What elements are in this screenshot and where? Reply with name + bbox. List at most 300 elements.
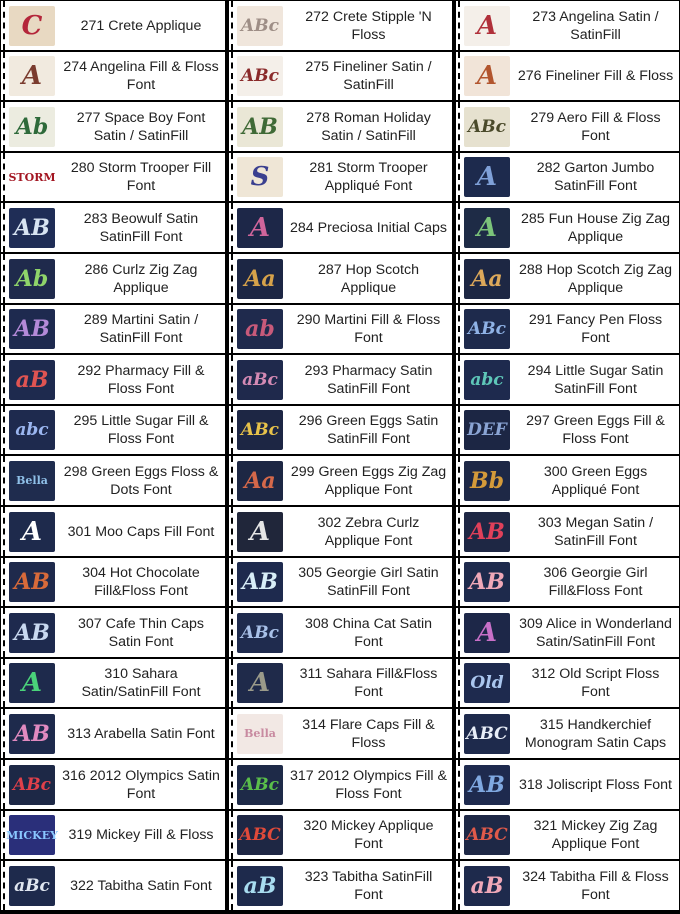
font-item-label	[55, 665, 225, 701]
font-item-name: Georgie Girl Satin SatinFill Font	[325, 565, 439, 599]
font-item-label	[510, 463, 679, 499]
cut-line-divider	[3, 456, 5, 505]
font-item-label	[283, 463, 452, 499]
font-sample-thumbnail: aB	[9, 360, 55, 400]
font-item-number: 321	[533, 818, 558, 834]
cut-line-divider	[3, 811, 5, 859]
font-item-label	[55, 615, 225, 651]
font-item-number: 297	[526, 413, 550, 429]
font-item-label	[55, 564, 225, 600]
font-item-label	[55, 210, 225, 246]
font-item-number: 272	[305, 8, 329, 25]
font-item-name: Green Eggs Satin SatinFill Font	[326, 413, 439, 447]
font-item-card[interactable]	[1, 760, 225, 810]
font-item-card[interactable]	[229, 305, 452, 354]
font-item-number: 284	[290, 219, 314, 236]
font-item-label	[283, 665, 452, 701]
font-sample-thumbnail: aB	[464, 866, 510, 906]
cut-line-divider	[458, 203, 460, 252]
font-item-number: 278	[306, 109, 330, 126]
font-item-label	[283, 716, 452, 752]
font-sample-thumbnail: AB	[237, 107, 283, 147]
font-item-name: Storm Trooper Appliqué Font	[324, 160, 428, 194]
font-item-card[interactable]	[456, 406, 679, 455]
font-sample-thumbnail: Bb	[464, 461, 510, 501]
font-item-label	[283, 58, 452, 94]
font-item-name: Sahara Fill&Floss Font	[326, 666, 438, 700]
font-sample-thumbnail: A	[9, 663, 55, 703]
font-item-card[interactable]	[229, 811, 452, 860]
font-item-card[interactable]	[456, 861, 679, 911]
font-item-name: Mickey Applique Font	[331, 818, 434, 852]
font-sample-thumbnail: C	[9, 6, 55, 46]
font-item-label	[510, 261, 679, 297]
cut-line-divider	[3, 507, 5, 556]
cut-line-divider	[231, 811, 233, 859]
font-item-label	[510, 514, 679, 550]
font-item-number: 305	[298, 565, 322, 581]
font-item-card[interactable]	[229, 406, 452, 455]
font-item-name: Fancy Pen Floss Font	[556, 312, 663, 346]
font-sample-thumbnail: Aa	[464, 259, 510, 299]
font-item-card[interactable]	[1, 102, 225, 152]
font-item-card[interactable]	[456, 760, 679, 810]
font-item-number: 313	[67, 725, 91, 742]
font-sample-thumbnail: ABC	[464, 714, 510, 754]
font-item-number: 306	[543, 565, 568, 581]
font-sample-thumbnail: ABc	[237, 613, 283, 653]
font-sample-thumbnail: A	[464, 56, 510, 96]
font-item-label	[283, 767, 452, 803]
font-sample-thumbnail: AB	[9, 309, 55, 349]
font-item-label	[55, 877, 225, 895]
font-item-label	[55, 17, 225, 35]
font-item-label	[283, 8, 452, 44]
font-item-card[interactable]	[1, 456, 225, 506]
font-item-number: 296	[298, 413, 323, 429]
font-item-card[interactable]	[229, 861, 452, 911]
font-item-name: Flare Caps Fill & Floss	[329, 716, 435, 751]
cut-line-divider	[3, 102, 5, 151]
font-item-label	[510, 412, 679, 448]
font-item-card[interactable]	[456, 456, 679, 506]
font-item-card[interactable]	[456, 102, 679, 152]
font-item-name: Space Boy Font Satin / SatinFill	[93, 109, 206, 144]
font-item-name: Hop Scotch Applique	[340, 261, 419, 296]
font-item-card[interactable]	[1, 1, 225, 51]
font-item-number: 317	[290, 767, 314, 784]
font-sample-thumbnail: AB	[9, 714, 55, 754]
font-item-card[interactable]	[229, 456, 452, 506]
font-item-name: Beowulf Satin SatinFill Font	[99, 210, 199, 245]
font-sample-thumbnail: A	[464, 157, 510, 197]
font-item-number: 318	[519, 776, 543, 793]
font-item-name: China Cat Satin Font	[332, 615, 432, 650]
cut-line-divider	[458, 659, 460, 707]
font-item-number: 322	[70, 877, 94, 894]
font-item-name: Hop Scotch Zig Zag Applique	[546, 261, 672, 296]
cut-line-divider	[231, 861, 233, 910]
font-item-name: Cafe Thin Caps Satin Font	[105, 615, 204, 650]
cut-line-divider	[458, 305, 460, 353]
font-item-number: 315	[539, 716, 564, 733]
font-item-number: 285	[520, 210, 545, 227]
font-item-name: Tabitha Fill & Floss Font	[549, 868, 669, 903]
font-item-number: 314	[302, 716, 326, 733]
font-item-name: Preciosa Initial Caps	[317, 219, 447, 236]
font-item-card[interactable]	[1, 608, 225, 658]
cut-line-divider	[231, 608, 233, 657]
font-item-number: 311	[299, 666, 323, 682]
cut-line-divider	[458, 254, 460, 303]
font-sample-thumbnail: A	[9, 512, 55, 552]
font-item-name: Sahara Satin/SatinFill Font	[81, 666, 201, 700]
font-item-card[interactable]	[1, 153, 225, 202]
font-item-card[interactable]	[229, 608, 452, 658]
font-item-number: 324	[522, 868, 546, 885]
font-item-label	[510, 817, 679, 853]
font-item-number: 271	[80, 17, 105, 34]
font-item-card[interactable]	[229, 1, 452, 51]
font-sample-thumbnail: ABc	[237, 6, 283, 46]
font-item-card[interactable]	[456, 153, 679, 202]
cut-line-divider	[231, 153, 233, 201]
cut-line-divider	[458, 760, 460, 809]
font-sample-thumbnail: ab	[237, 309, 283, 349]
font-item-name: Fineliner Satin / SatinFill	[333, 59, 432, 93]
cut-line-divider	[458, 355, 460, 404]
font-item-card[interactable]	[1, 811, 225, 860]
font-item-card[interactable]	[229, 355, 452, 405]
font-sample-thumbnail: A	[237, 208, 283, 248]
font-item-label	[510, 362, 679, 398]
cut-line-divider	[3, 558, 5, 606]
font-item-label	[283, 615, 452, 651]
font-item-name: Curlz Zig Zag Applique	[112, 261, 198, 296]
cut-line-divider	[3, 52, 5, 100]
font-item-card[interactable]	[456, 558, 679, 607]
font-item-card[interactable]	[456, 659, 679, 708]
font-sample-thumbnail: MICKEY	[9, 815, 55, 855]
font-item-number: 282	[536, 160, 561, 176]
font-item-number: 294	[527, 362, 552, 379]
font-item-name: Storm Trooper Fill Font	[98, 160, 212, 194]
cut-line-divider	[231, 507, 233, 556]
font-item-card[interactable]	[456, 709, 679, 759]
font-item-card[interactable]	[456, 355, 679, 405]
cut-line-divider	[231, 1, 233, 50]
cut-line-divider	[3, 305, 5, 353]
font-sample-thumbnail: A	[9, 56, 55, 96]
font-item-card[interactable]	[456, 203, 679, 253]
font-item-label	[55, 523, 225, 541]
font-item-label	[55, 767, 225, 803]
font-item-name: Joliscript Floss Font	[546, 776, 672, 793]
cut-line-divider	[3, 406, 5, 454]
cut-line-divider	[458, 811, 460, 859]
font-item-name: Mickey Zig Zag Applique Font	[551, 818, 658, 852]
font-item-number: 286	[84, 261, 109, 278]
font-item-name: Green Eggs Floss & Dots Font	[91, 463, 219, 498]
cut-line-divider	[3, 203, 5, 252]
font-sample-thumbnail: A	[464, 6, 510, 46]
font-item-label	[510, 615, 679, 651]
font-sample-thumbnail: abc	[464, 360, 510, 400]
font-item-name: 2012 Olympics Fill & Floss Font	[317, 767, 447, 802]
cut-line-divider	[231, 709, 233, 758]
cut-line-divider	[458, 558, 460, 606]
font-sample-thumbnail: AB	[9, 208, 55, 248]
font-item-card[interactable]	[1, 709, 225, 759]
font-item-name: Crete Applique	[108, 17, 202, 34]
font-item-number: 279	[530, 109, 555, 126]
cut-line-divider	[231, 659, 233, 707]
font-item-name: Tabitha SatinFill Font	[332, 868, 433, 903]
font-item-card[interactable]	[1, 254, 225, 304]
font-item-number: 300	[543, 463, 568, 480]
font-item-label	[283, 311, 452, 347]
font-item-name: Crete Stipple 'N Floss	[332, 8, 432, 43]
font-sample-thumbnail: Aa	[237, 461, 283, 501]
font-item-name: Alice in Wonderland Satin/SatinFill Font	[535, 615, 672, 650]
cut-line-divider	[231, 102, 233, 151]
font-item-number: 293	[304, 362, 329, 379]
font-item-number: 320	[303, 818, 328, 834]
font-item-name: Pharmacy Fill & Floss Font	[105, 362, 205, 397]
cut-line-divider	[231, 760, 233, 809]
font-item-card[interactable]	[456, 608, 679, 658]
cut-line-divider	[3, 861, 5, 910]
font-item-card[interactable]	[1, 52, 225, 101]
font-item-number: 274	[63, 59, 87, 75]
font-item-number: 291	[528, 312, 553, 328]
font-item-label	[283, 109, 452, 145]
font-item-card[interactable]	[456, 507, 679, 557]
font-item-name: Pharmacy Satin SatinFill Font	[327, 362, 433, 397]
font-sample-thumbnail: ABc	[237, 765, 283, 805]
cut-line-divider	[458, 861, 460, 910]
font-item-number: 308	[305, 615, 329, 632]
font-item-card[interactable]	[229, 52, 452, 101]
font-sample-thumbnail: aBc	[237, 360, 283, 400]
font-item-label	[55, 362, 225, 398]
font-item-card[interactable]	[456, 52, 679, 101]
font-sample-thumbnail: ABc	[464, 309, 510, 349]
font-item-number: 289	[83, 312, 108, 328]
font-item-card[interactable]	[1, 355, 225, 405]
column-3	[456, 0, 679, 914]
font-item-name: Arabella Satin Font	[94, 725, 215, 742]
font-sample-thumbnail: A	[237, 663, 283, 703]
cut-line-divider	[231, 406, 233, 454]
font-sample-thumbnail: AB	[237, 562, 283, 602]
font-item-name: Fun House Zig Zag Applique	[548, 210, 671, 245]
font-sample-thumbnail: A	[237, 512, 283, 552]
font-item-name: Green Eggs Fill & Floss Font	[553, 413, 665, 447]
font-item-name: Little Sugar Fill & Floss Font	[101, 413, 209, 447]
font-sample-thumbnail: Old	[464, 663, 510, 703]
font-sample-thumbnail: AB	[9, 613, 55, 653]
font-item-number: 283	[83, 210, 108, 227]
font-item-name: Green Eggs Appliqué Font	[551, 463, 648, 498]
font-item-label	[55, 826, 225, 844]
cut-line-divider	[231, 254, 233, 303]
font-sample-thumbnail: aBc	[9, 866, 55, 906]
font-item-number: 287	[318, 261, 342, 278]
font-sample-thumbnail: ABc	[9, 765, 55, 805]
font-item-number: 312	[531, 666, 556, 682]
font-item-card[interactable]	[1, 659, 225, 708]
font-item-number: 304	[82, 565, 106, 581]
font-sample-thumbnail: Ab	[9, 259, 55, 299]
font-item-name: Old Script Floss Font	[559, 666, 660, 700]
font-sample-thumbnail: Bella	[9, 461, 55, 501]
font-item-number: 316	[62, 767, 86, 784]
font-item-name: Martini Satin / SatinFill Font	[99, 312, 199, 346]
font-sample-thumbnail: ABc	[464, 107, 510, 147]
font-item-label	[510, 776, 679, 794]
font-item-number: 281	[309, 160, 334, 176]
font-item-card[interactable]	[1, 305, 225, 354]
font-item-card[interactable]	[456, 305, 679, 354]
font-item-label	[510, 67, 679, 85]
font-item-number: 303	[537, 514, 562, 531]
font-item-name: Moo Caps Fill Font	[95, 523, 215, 540]
font-item-name: Aero Fill & Floss Font	[557, 109, 661, 144]
font-item-label	[283, 564, 452, 600]
cut-line-divider	[3, 254, 5, 303]
font-item-label	[510, 8, 679, 44]
font-item-number: 319	[68, 827, 93, 843]
font-item-label	[283, 412, 452, 448]
font-sample-thumbnail: ABc	[237, 410, 283, 450]
font-item-name: Little Sugar Satin SatinFill Font	[554, 362, 664, 397]
font-item-label	[55, 261, 225, 297]
font-sample-thumbnail: S	[237, 157, 283, 197]
font-item-label	[510, 210, 679, 246]
font-item-number: 280	[70, 160, 95, 176]
cut-line-divider	[3, 608, 5, 657]
font-item-label	[283, 261, 452, 297]
font-item-card[interactable]	[1, 507, 225, 557]
font-item-name: Green Eggs Zig Zag Applique Font	[318, 463, 447, 498]
font-item-number: 276	[517, 68, 542, 84]
font-item-number: 301	[67, 523, 92, 540]
font-item-name: Roman Holiday Satin / SatinFill	[321, 109, 431, 144]
font-item-label	[283, 362, 452, 398]
font-item-label	[283, 817, 452, 853]
font-sample-thumbnail: Bella	[237, 714, 283, 754]
font-item-name: Megan Satin / SatinFill Font	[554, 514, 654, 549]
font-item-number: 275	[305, 59, 330, 75]
font-item-card[interactable]	[1, 406, 225, 455]
font-sample-thumbnail: Aa	[237, 259, 283, 299]
cut-line-divider	[231, 305, 233, 353]
font-item-name: 2012 Olympics Satin Font	[89, 767, 220, 802]
font-sample-thumbnail: AB	[464, 562, 510, 602]
column-2	[229, 0, 452, 914]
font-sample-thumbnail: Ab	[9, 107, 55, 147]
font-item-card[interactable]	[1, 203, 225, 253]
cut-line-divider	[458, 507, 460, 556]
font-item-label	[510, 868, 679, 904]
font-sample-thumbnail: A	[464, 613, 510, 653]
font-item-card[interactable]	[229, 709, 452, 759]
font-item-card[interactable]	[456, 811, 679, 860]
font-item-card[interactable]	[456, 1, 679, 51]
font-item-label	[510, 665, 679, 701]
font-sample-thumbnail: A	[464, 208, 510, 248]
font-item-card[interactable]	[229, 254, 452, 304]
font-item-name: Zebra Curlz Applique Font	[324, 514, 420, 549]
font-item-label	[510, 109, 679, 145]
font-item-card[interactable]	[1, 558, 225, 607]
font-item-label	[55, 412, 225, 448]
font-item-number: 273	[532, 8, 557, 25]
font-item-card[interactable]	[229, 659, 452, 708]
font-item-label	[55, 109, 225, 145]
font-item-card[interactable]	[229, 558, 452, 607]
font-item-card[interactable]	[1, 861, 225, 911]
font-item-name: Georgie Girl Fill&Floss Font	[548, 565, 648, 599]
font-item-number: 310	[104, 666, 128, 682]
cut-line-divider	[231, 203, 233, 252]
cut-line-divider	[231, 558, 233, 606]
cut-line-divider	[3, 709, 5, 758]
font-item-number: 307	[78, 615, 102, 632]
font-item-card[interactable]	[229, 760, 452, 810]
font-item-label	[510, 564, 679, 600]
cut-line-divider	[458, 153, 460, 201]
font-item-label	[510, 716, 679, 752]
font-item-number: 309	[519, 615, 543, 632]
font-item-card[interactable]	[229, 203, 452, 253]
font-item-label	[510, 311, 679, 347]
font-item-number: 290	[296, 312, 321, 328]
font-item-name: Martini Fill & Floss Font	[324, 312, 441, 346]
font-item-number: 323	[304, 868, 329, 885]
font-item-label	[283, 159, 452, 195]
font-item-label	[55, 463, 225, 499]
font-item-label	[283, 868, 452, 904]
font-item-name: Mickey Fill & Floss	[96, 827, 214, 843]
font-item-label	[283, 219, 452, 237]
cut-line-divider	[458, 608, 460, 657]
font-item-card[interactable]	[229, 507, 452, 557]
font-item-card[interactable]	[456, 254, 679, 304]
font-item-number: 298	[63, 463, 88, 480]
font-item-label	[55, 159, 225, 195]
cut-line-divider	[458, 52, 460, 100]
font-item-card[interactable]	[229, 102, 452, 152]
font-item-name: Tabitha Satin Font	[97, 877, 212, 894]
cut-line-divider	[458, 709, 460, 758]
cut-line-divider	[458, 406, 460, 454]
font-item-number: 295	[73, 413, 98, 429]
font-item-name: Garton Jumbo SatinFill Font	[554, 160, 655, 194]
cut-line-divider	[231, 52, 233, 100]
font-sample-thumbnail: AB	[9, 562, 55, 602]
font-item-card[interactable]	[229, 153, 452, 202]
font-item-number: 292	[77, 362, 102, 379]
cut-line-divider	[458, 1, 460, 50]
font-sample-thumbnail: AB	[464, 512, 510, 552]
font-sample-thumbnail: AB	[464, 765, 510, 805]
font-sample-thumbnail: ABC	[464, 815, 510, 855]
font-item-name: Angelina Fill & Floss Font	[90, 59, 219, 93]
font-sample-thumbnail: aB	[237, 866, 283, 906]
cut-line-divider	[458, 456, 460, 505]
